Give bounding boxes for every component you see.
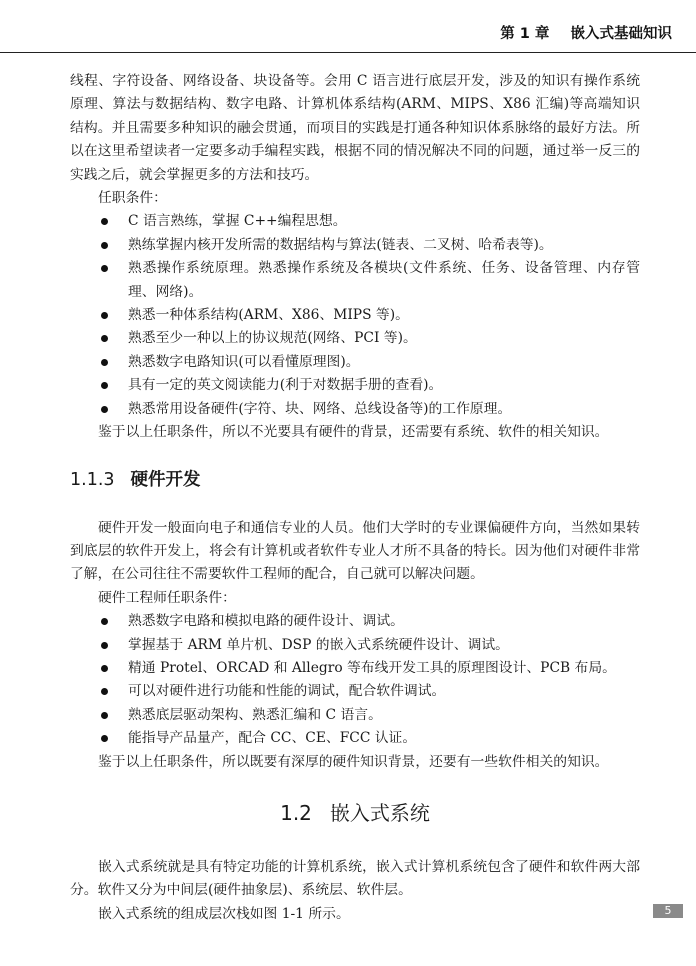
- section-title: 硬件开发: [130, 469, 201, 490]
- embedded-paragraph: 嵌入式系统就是具有特定功能的计算机系统，嵌入式计算机系统包含了硬件和软件两大部分。软件又分为中间层(硬件抽象层)、系统层、软件层。: [70, 858, 640, 899]
- section-number: 1.1.3: [70, 469, 115, 490]
- hardware-requirements-list: [70, 610, 640, 750]
- bullet-icon: [101, 642, 108, 649]
- bullet-icon: [101, 735, 108, 742]
- intro-paragraph: 线程、字符设备、网络设备、块设备等。会用 C 语言进行底层开发，涉及的知识有操作系统原理、算法与数据结构、数字电路、计算机体系结构(ARM、MIPS、X86 汇编)等高端知识结构。并且需要多种知识的融会贯通，而项目的实践是打通各种知识体系脉络的最好方法。所以在这里希望读者一定要多动手编程实践，根据不同的情况解决不同的问题，通过举一反三的实践之后，就会掌握更多的方法和技巧。: [70, 73, 640, 183]
- list-item: 熟悉操作系统原理。熟悉操作系统及各模块(文件系统、任务、设备管理、内存管理、网络)。: [70, 257, 640, 304]
- header-title: 嵌入式基础知识: [570, 26, 672, 42]
- requirements-title: 任职条件：: [98, 190, 167, 207]
- list-item: 熟悉常用设备硬件(字符、块、网络、总线设备等)的工作原理。: [70, 398, 640, 421]
- bullet-icon: [101, 218, 108, 225]
- list-item: 熟悉一种体系结构(ARM、X86、MIPS 等)。: [70, 304, 640, 327]
- list-item: 能指导产品量产，配合 CC、CE、FCC 认证。: [70, 727, 640, 750]
- list-item: 掌握基于 ARM 单片机、DSP 的嵌入式系统硬件设计、调试。: [70, 634, 640, 657]
- section-number: 1.2: [280, 800, 312, 825]
- section-heading-1-2: [70, 798, 640, 828]
- bullet-icon: [101, 312, 108, 319]
- bullet-icon: [101, 265, 108, 272]
- list-item: 熟悉数字电路和模拟电路的硬件设计、调试。: [70, 610, 640, 633]
- header-rule: [0, 52, 696, 53]
- hardware-requirements-title: 硬件工程师任职条件：: [98, 589, 236, 606]
- section-heading-1-1-3: [70, 467, 640, 493]
- running-header: [500, 22, 672, 43]
- list-item: 精通 Protel、ORCAD 和 Allegro 等布线开发工具的原理图设计、PCB 布局。: [70, 657, 640, 680]
- header-chapter: 第 1 章: [500, 26, 550, 42]
- page-number: 5: [653, 904, 683, 918]
- list-item: 具有一定的英文阅读能力(利于对数据手册的查看)。: [70, 374, 640, 397]
- page-body: [70, 70, 640, 926]
- bullet-icon: [101, 382, 108, 389]
- section-title: 嵌入式系统: [329, 800, 430, 825]
- bullet-icon: [101, 712, 108, 719]
- bullet-icon: [101, 335, 108, 342]
- requirements-list: [70, 210, 640, 421]
- bullet-icon: [101, 618, 108, 625]
- list-item: 熟练掌握内核开发所需的数据结构与算法(链表、二叉树、哈希表等)。: [70, 234, 640, 257]
- embedded-figure-reference: 嵌入式系统的组成层次栈如图 1-1 所示。: [98, 905, 350, 922]
- bullet-icon: [101, 242, 108, 249]
- intro-conclusion: 鉴于以上任职条件，所以不光要具有硬件的背景，还需要有系统、软件的相关知识。: [98, 424, 609, 441]
- list-item: 可以对硬件进行功能和性能的调试，配合软件调试。: [70, 680, 640, 703]
- bullet-icon: [101, 665, 108, 672]
- list-item: 熟悉至少一种以上的协议规范(网络、PCI 等)。: [70, 327, 640, 350]
- bullet-icon: [101, 688, 108, 695]
- list-item: C 语言熟练，掌握 C++编程思想。: [70, 210, 640, 233]
- bullet-icon: [101, 359, 108, 366]
- hardware-conclusion: 鉴于以上任职条件，所以既要有深厚的硬件知识背景，还要有一些软件相关的知识。: [98, 753, 609, 770]
- list-item: 熟悉数字电路知识(可以看懂原理图)。: [70, 351, 640, 374]
- hardware-paragraph: 硬件开发一般面向电子和通信专业的人员。他们大学时的专业课偏硬件方向，当然如果转到底层的软件开发上，将会有计算机或者软件专业人才所不具备的特长。因为他们对硬件非常了解，在公司往往不需要软件工程师的配合，自己就可以解决问题。: [70, 519, 640, 583]
- list-item: 熟悉底层驱动架构、熟悉汇编和 C 语言。: [70, 704, 640, 727]
- bullet-icon: [101, 406, 108, 413]
